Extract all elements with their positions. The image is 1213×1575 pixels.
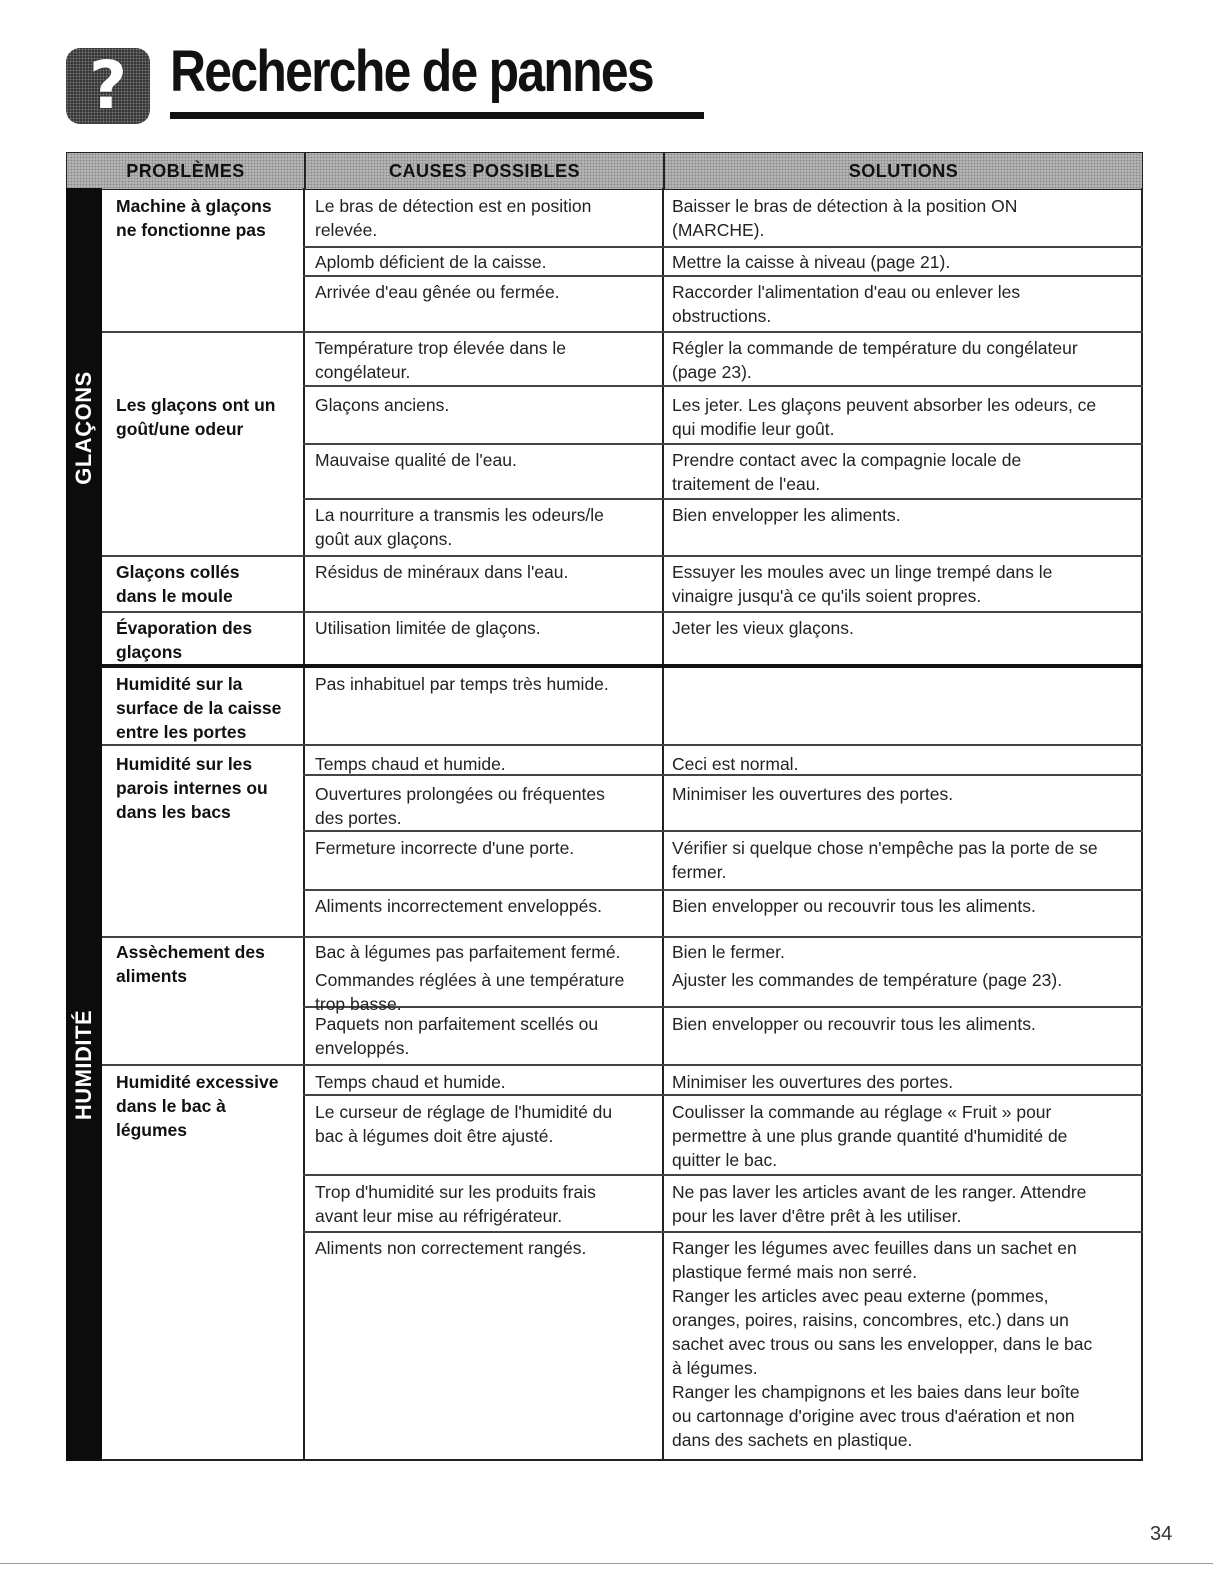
row-divider	[303, 889, 1143, 891]
solution-cell: Bien envelopper ou recouvrir tous les aliments.	[672, 896, 1036, 916]
row-divider	[102, 555, 1143, 557]
solution-cell: Bien le fermer.	[672, 942, 785, 962]
solution-cell: Bien envelopper ou recouvrir tous les aliments.	[672, 1014, 1036, 1034]
solution-cell: Minimiser les ouvertures des portes.	[672, 1072, 954, 1092]
section-label-humidite: HUMIDITÉ	[66, 668, 102, 1461]
table-body	[66, 188, 1143, 1461]
cause-cell: Paquets non parfaitement scellés ou enveloppés.	[315, 1014, 599, 1058]
problem-label: Humidité excessive dans le bac à légumes	[116, 1072, 279, 1140]
column-header-problems: PROBLÈMES	[126, 160, 245, 181]
cause-cell: Ouvertures prolongées ou fréquentes des portes.	[315, 784, 605, 828]
solution-cell: Les jeter. Les glaçons peuvent absorber les odeurs, ce qui modifie leur goût.	[672, 395, 1097, 439]
cause-cell: Aliments non correctement rangés.	[315, 1238, 587, 1258]
row-divider	[303, 246, 1143, 248]
solution-cell: Vérifier si quelque chose n'empêche pas la porte de se fermer.	[672, 838, 1098, 882]
row-divider	[303, 830, 1143, 832]
page-bottom-rule	[0, 1563, 1213, 1564]
row-divider	[102, 1064, 1143, 1066]
column-divider	[303, 188, 305, 1461]
solution-cell: Essuyer les moules avec un linge trempé dans le vinaigre jusqu'à ce qu'ils soient propres.	[672, 562, 1053, 606]
cause-cell: Le curseur de réglage de l'humidité du bac à légumes doit être ajusté.	[315, 1102, 613, 1146]
cause-cell: Temps chaud et humide.	[315, 1072, 506, 1092]
row-divider	[102, 611, 1143, 613]
solution-cell: Coulisser la commande au réglage « Fruit » pour permettre à une plus grande quantité d'humidité de quitter le bac.	[672, 1102, 1068, 1170]
column-header-causes: CAUSES POSSIBLES	[388, 160, 581, 181]
solution-cell: Prendre contact avec la compagnie locale de traitement de l'eau.	[672, 450, 1022, 494]
column-header-solutions: SOLUTIONS	[848, 160, 959, 181]
cause-cell: Résidus de minéraux dans l'eau.	[315, 562, 569, 582]
table-border	[102, 1459, 1143, 1461]
problem-label: Évaporation des glaçons	[116, 618, 253, 662]
troubleshooting-table	[66, 152, 1143, 1461]
row-divider	[303, 443, 1143, 445]
solution-cell: Ajuster les commandes de température (page 23).	[672, 970, 1063, 990]
problem-label: Les glaçons ont un goût/une odeur	[116, 395, 276, 439]
solution-cell: Jeter les vieux glaçons.	[672, 618, 854, 638]
cause-cell: Temps chaud et humide.	[315, 754, 506, 774]
cause-cell: Utilisation limitée de glaçons.	[315, 618, 541, 638]
cause-cell: Glaçons anciens.	[315, 395, 450, 415]
row-divider	[303, 385, 1143, 387]
solution-cell: Bien envelopper les aliments.	[672, 505, 901, 525]
table-header	[66, 152, 1143, 190]
cause-cell: Commandes réglées à une température trop basse.	[315, 970, 625, 1014]
cause-cell: Bac à légumes pas parfaitement fermé.	[315, 942, 621, 962]
row-divider	[102, 744, 1143, 746]
cause-cell: Trop d'humidité sur les produits frais avant leur mise au réfrigérateur.	[315, 1182, 596, 1226]
row-divider	[102, 331, 1143, 333]
solution-cell: Baisser le bras de détection à la position ON (MARCHE).	[672, 196, 1018, 240]
solution-cell: Ceci est normal.	[672, 754, 799, 774]
problem-label: Machine à glaçons ne fonctionne pas	[116, 196, 272, 240]
cause-cell: Arrivée d'eau gênée ou fermée.	[315, 282, 560, 302]
page-header	[66, 38, 653, 124]
title-underline	[170, 112, 704, 119]
row-divider	[303, 1174, 1143, 1176]
cause-cell: Aplomb déficient de la caisse.	[315, 252, 547, 272]
problem-label: Glaçons collés dans le moule	[116, 562, 240, 606]
problem-label: Humidité sur les parois internes ou dans les bacs	[116, 754, 268, 822]
row-divider	[303, 1094, 1143, 1096]
row-divider	[303, 1231, 1143, 1233]
solution-cell: Ne pas laver les articles avant de les ranger. Attendre pour les laver d'être prêt à les utiliser.	[672, 1182, 1087, 1226]
cause-cell: Mauvaise qualité de l'eau.	[315, 450, 517, 470]
section-divider	[102, 664, 1143, 668]
cause-cell: Aliments incorrectement enveloppés.	[315, 896, 602, 916]
solution-cell: Ranger les légumes avec feuilles dans un sachet en plastique fermé mais non serré. Ranger les articles avec peau externe (pommes, oranges, poires, raisins, concombres, etc.) dans un sachet avec trous ou sans les envelopper, dans le bac à légumes. Ranger les champignons et les baies dans leur boîte ou cartonnage d'origine avec trous d'aération et non dans des sachets en plastique.	[672, 1238, 1093, 1450]
row-divider	[102, 936, 1143, 938]
problem-label: Assèchement des aliments	[116, 942, 265, 986]
cause-cell: Fermeture incorrecte d'une porte.	[315, 838, 575, 858]
solution-cell: Minimiser les ouvertures des portes.	[672, 784, 954, 804]
cause-cell: Le bras de détection est en position relevée.	[315, 196, 592, 240]
problem-label: Humidité sur la surface de la caisse entre les portes	[116, 674, 282, 742]
cause-cell: La nourriture a transmis les odeurs/le goût aux glaçons.	[315, 505, 604, 549]
column-divider	[662, 188, 664, 1461]
solution-cell: Mettre la caisse à niveau (page 21).	[672, 252, 951, 272]
section-label-glacons: GLAÇONS	[66, 188, 102, 668]
cause-cell: Pas inhabituel par temps très humide.	[315, 674, 609, 694]
page-title: Recherche de pannes	[170, 39, 653, 104]
page-number: 34	[1150, 1523, 1173, 1545]
cause-cell: Température trop élevée dans le congélateur.	[315, 338, 566, 382]
row-divider	[303, 275, 1143, 277]
solution-cell: Régler la commande de température du congélateur (page 23).	[672, 338, 1078, 382]
row-divider	[303, 498, 1143, 500]
help-question-icon: ?	[66, 48, 150, 124]
solution-cell: Raccorder l'alimentation d'eau ou enlever les obstructions.	[672, 282, 1021, 326]
table-border	[1141, 188, 1143, 1461]
